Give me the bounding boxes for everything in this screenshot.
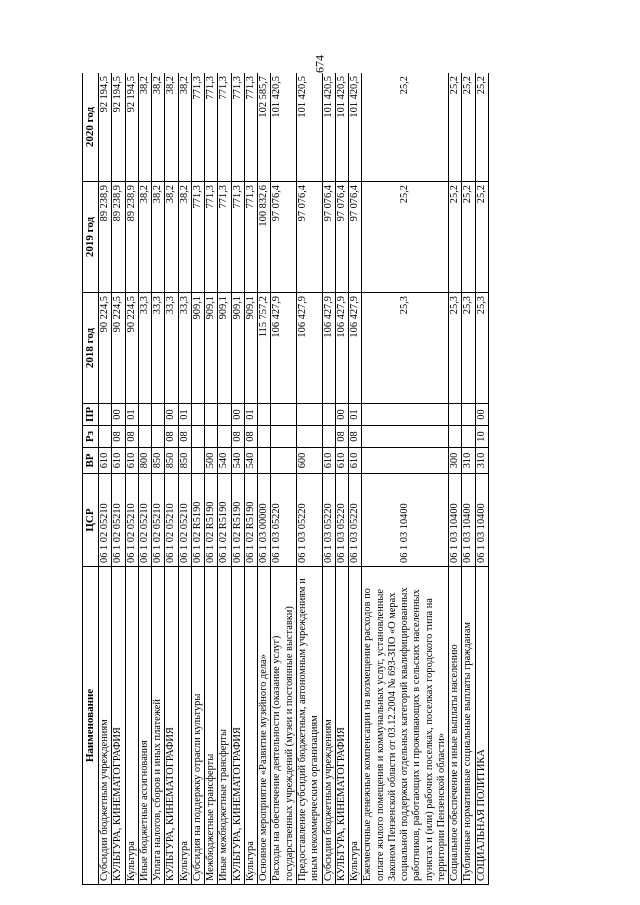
cell-rz	[205, 426, 218, 448]
table-row	[335, 73, 348, 885]
cell-csr: 06 1 02 05210	[112, 474, 125, 567]
cell-pr: 01	[244, 404, 257, 426]
cell-2018: 25,3	[449, 293, 462, 404]
cell-2020: 771,3	[231, 73, 244, 182]
cell-rz	[362, 426, 449, 448]
cell-pr	[191, 404, 204, 426]
cell-2018: 90 224,5	[112, 293, 125, 404]
cell-rz: 08	[349, 426, 362, 448]
cell-name: Культура	[125, 567, 138, 885]
cell-csr: 06 1 02 05210	[178, 474, 191, 567]
cell-vr	[271, 448, 297, 474]
cell-pr	[258, 404, 271, 426]
cell-2020: 771,3	[218, 73, 231, 182]
cell-rz	[258, 426, 271, 448]
cell-name: Культура	[244, 567, 257, 885]
cell-2018: 33,3	[152, 293, 165, 404]
cell-rz	[322, 426, 335, 448]
cell-vr: 540	[244, 448, 257, 474]
cell-csr: 06 1 02 05210	[152, 474, 165, 567]
header-2020: 2020 год	[83, 73, 99, 182]
cell-pr: 01	[349, 404, 362, 426]
table-row	[449, 73, 462, 885]
cell-name: Культура	[349, 567, 362, 885]
header-vr: ВР	[83, 448, 99, 474]
cell-2019: 97 076,4	[322, 182, 335, 293]
cell-pr	[152, 404, 165, 426]
cell-2020: 101 420,5	[322, 73, 335, 182]
cell-2020: 25,2	[449, 73, 462, 182]
cell-csr: 06 1 03 05220	[271, 474, 297, 567]
cell-name: Межбюджетные трансферты	[205, 567, 218, 885]
table-row	[205, 73, 218, 885]
cell-2019: 25,2	[362, 182, 449, 293]
table-row	[191, 73, 204, 885]
cell-vr: 500	[205, 448, 218, 474]
cell-name: Субсидия на поддержку отрасли культуры	[191, 567, 204, 885]
cell-2020: 771,3	[191, 73, 204, 182]
cell-name: Субсидии бюджетным учреждениям	[322, 567, 335, 885]
cell-2018: 115 757,2	[258, 293, 271, 404]
table-row	[462, 73, 475, 885]
cell-pr	[362, 404, 449, 426]
cell-2018: 106 427,9	[349, 293, 362, 404]
cell-vr: 300	[449, 448, 462, 474]
cell-rz	[218, 426, 231, 448]
cell-2018: 106 427,9	[335, 293, 348, 404]
cell-rz	[138, 426, 151, 448]
cell-name: Иные бюджетные ассигнования	[138, 567, 151, 885]
cell-2020: 101 420,5	[271, 73, 297, 182]
cell-2020: 38,2	[165, 73, 178, 182]
cell-rz: 08	[244, 426, 257, 448]
cell-2018: 90 224,5	[125, 293, 138, 404]
cell-2020: 101 420,5	[349, 73, 362, 182]
cell-2019: 771,3	[191, 182, 204, 293]
cell-2018: 90 224,5	[99, 293, 112, 404]
cell-2019: 89 238,9	[99, 182, 112, 293]
cell-csr: 06 1 03 10400	[362, 474, 449, 567]
cell-csr: 06 1 02 R5190	[191, 474, 204, 567]
cell-2019: 97 076,4	[296, 182, 322, 293]
cell-csr: 06 1 03 05220	[349, 474, 362, 567]
cell-csr: 06 1 03 10400	[449, 474, 462, 567]
table-row	[271, 73, 297, 885]
table-row	[244, 73, 257, 885]
cell-rz: 08	[125, 426, 138, 448]
rotated-table-container	[82, 73, 559, 885]
table-header-row	[83, 73, 99, 885]
cell-vr: 600	[296, 448, 322, 474]
cell-rz: 08	[335, 426, 348, 448]
cell-2018: 909,1	[231, 293, 244, 404]
cell-2020: 25,2	[475, 73, 488, 182]
table-row	[125, 73, 138, 885]
cell-csr: 06 1 03 10400	[462, 474, 475, 567]
cell-csr: 06 1 02 05210	[125, 474, 138, 567]
cell-vr: 850	[178, 448, 191, 474]
cell-vr: 800	[138, 448, 151, 474]
cell-pr	[218, 404, 231, 426]
cell-pr	[322, 404, 335, 426]
table-row	[138, 73, 151, 885]
cell-pr	[138, 404, 151, 426]
table-row	[218, 73, 231, 885]
cell-2019: 97 076,4	[271, 182, 297, 293]
cell-vr: 540	[231, 448, 244, 474]
cell-2019: 25,2	[462, 182, 475, 293]
cell-name: Культура	[178, 567, 191, 885]
cell-2020: 92 194,5	[125, 73, 138, 182]
cell-vr	[362, 448, 449, 474]
table-row	[165, 73, 178, 885]
cell-pr	[462, 404, 475, 426]
cell-2019: 89 238,9	[112, 182, 125, 293]
cell-pr: 00	[335, 404, 348, 426]
cell-csr: 06 1 02 R5190	[205, 474, 218, 567]
cell-2020: 38,2	[178, 73, 191, 182]
cell-2020: 25,2	[462, 73, 475, 182]
cell-pr	[99, 404, 112, 426]
cell-2018: 25,3	[475, 293, 488, 404]
header-2019: 2019 год	[83, 182, 99, 293]
cell-2019: 89 238,9	[125, 182, 138, 293]
cell-2020: 102 585,7	[258, 73, 271, 182]
cell-rz: 10	[475, 426, 488, 448]
cell-rz	[271, 426, 297, 448]
cell-2019: 25,2	[475, 182, 488, 293]
cell-csr: 06 1 02 05210	[138, 474, 151, 567]
cell-2018: 909,1	[218, 293, 231, 404]
cell-pr	[205, 404, 218, 426]
cell-2018: 106 427,9	[271, 293, 297, 404]
cell-2019: 38,2	[138, 182, 151, 293]
table-row	[178, 73, 191, 885]
header-rz: Рз	[83, 426, 99, 448]
cell-2019: 771,3	[205, 182, 218, 293]
cell-csr: 06 1 02 05210	[165, 474, 178, 567]
cell-2019: 38,2	[178, 182, 191, 293]
cell-2018: 106 427,9	[296, 293, 322, 404]
cell-csr: 06 1 03 00000	[258, 474, 271, 567]
cell-name: КУЛЬТУРА, КИНЕМАТОГРАФИЯ	[112, 567, 125, 885]
cell-2019: 38,2	[165, 182, 178, 293]
table-row	[349, 73, 362, 885]
cell-2018: 33,3	[138, 293, 151, 404]
cell-pr	[296, 404, 322, 426]
cell-csr: 06 1 03 05220	[335, 474, 348, 567]
cell-2019: 97 076,4	[349, 182, 362, 293]
cell-2018: 33,3	[178, 293, 191, 404]
cell-name: КУЛЬТУРА, КИНЕМАТОГРАФИЯ	[231, 567, 244, 885]
cell-vr: 610	[112, 448, 125, 474]
cell-pr: 00	[475, 404, 488, 426]
cell-name: Расходы на обеспечение деятельности (оказание услуг) государственных учреждений (музеи и постоянные выставки)	[271, 567, 297, 885]
header-name: Наименование	[83, 567, 99, 885]
cell-2019: 771,3	[231, 182, 244, 293]
cell-pr: 00	[165, 404, 178, 426]
cell-csr: 06 1 03 05220	[296, 474, 322, 567]
cell-pr	[271, 404, 297, 426]
header-pr: ПР	[83, 404, 99, 426]
cell-2018: 25,3	[462, 293, 475, 404]
cell-vr: 540	[218, 448, 231, 474]
cell-2019: 25,2	[449, 182, 462, 293]
rotated-page-content	[82, 73, 559, 885]
cell-pr: 01	[178, 404, 191, 426]
cell-name: Основное мероприятие «Развитие музейного дела»	[258, 567, 271, 885]
cell-2018: 909,1	[205, 293, 218, 404]
cell-2018: 909,1	[244, 293, 257, 404]
cell-2020: 92 194,5	[112, 73, 125, 182]
cell-2020: 92 194,5	[99, 73, 112, 182]
table-row	[99, 73, 112, 885]
cell-name: СОЦИАЛЬНАЯ ПОЛИТИКА	[475, 567, 488, 885]
cell-vr: 850	[165, 448, 178, 474]
cell-name: Социальное обеспечение и иные выплаты населению	[449, 567, 462, 885]
cell-name: Уплата налогов, сборов и иных платежей	[152, 567, 165, 885]
cell-rz	[99, 426, 112, 448]
table-row	[231, 73, 244, 885]
cell-csr: 06 1 03 05220	[322, 474, 335, 567]
table-row	[475, 73, 488, 885]
cell-2020: 771,3	[244, 73, 257, 182]
cell-rz	[449, 426, 462, 448]
table-row	[322, 73, 335, 885]
cell-2019: 771,3	[244, 182, 257, 293]
cell-csr: 06 1 02 R5190	[218, 474, 231, 567]
cell-vr	[258, 448, 271, 474]
cell-name: КУЛЬТУРА, КИНЕМАТОГРАФИЯ	[165, 567, 178, 885]
cell-pr: 00	[231, 404, 244, 426]
cell-name: Предоставление субсидий бюджетным, автономным учреждениям и иным некоммерческим организациям	[296, 567, 322, 885]
cell-csr: 06 1 02 R5190	[231, 474, 244, 567]
table-row	[112, 73, 125, 885]
cell-name: Ежемесячные денежные компенсации на возмещение расходов по оплате жилого помещения и коммунальных услуг, установленные Законом Пензенской области от 03.12.2004 № 693-ЗПО «О мерах социальной поддержки отдельных категорий квалифицированных работников, работающих и проживающих в сельских населенных пунктах и (или) рабочих поселках, поселках городского типа на территории Пензенской области»	[362, 567, 449, 885]
cell-name: Субсидии бюджетным учреждениям	[99, 567, 112, 885]
budget-table	[82, 73, 489, 885]
table-row	[296, 73, 322, 885]
page-number: 674	[312, 55, 327, 73]
cell-vr: 610	[322, 448, 335, 474]
cell-csr: 06 1 03 10400	[475, 474, 488, 567]
cell-2020: 38,2	[138, 73, 151, 182]
table-body	[99, 73, 489, 885]
cell-rz: 08	[231, 426, 244, 448]
cell-pr: 01	[125, 404, 138, 426]
cell-2018: 909,1	[191, 293, 204, 404]
cell-name: Иные межбюджетные трансферты	[218, 567, 231, 885]
cell-2020: 25,2	[362, 73, 449, 182]
cell-2019: 97 076,4	[335, 182, 348, 293]
cell-name: КУЛЬТУРА, КИНЕМАТОГРАФИЯ	[335, 567, 348, 885]
cell-rz	[462, 426, 475, 448]
cell-rz	[296, 426, 322, 448]
cell-vr: 610	[99, 448, 112, 474]
cell-rz: 08	[112, 426, 125, 448]
cell-vr: 850	[152, 448, 165, 474]
header-csr: ЦСР	[83, 474, 99, 567]
table-row	[258, 73, 271, 885]
cell-vr: 310	[462, 448, 475, 474]
cell-vr: 610	[335, 448, 348, 474]
table-row	[362, 73, 449, 885]
cell-pr: 00	[112, 404, 125, 426]
cell-rz	[152, 426, 165, 448]
cell-2020: 101 420,5	[335, 73, 348, 182]
cell-2018: 33,3	[165, 293, 178, 404]
cell-vr: 610	[349, 448, 362, 474]
cell-2020: 771,3	[205, 73, 218, 182]
cell-2020: 101 420,5	[296, 73, 322, 182]
cell-vr: 610	[125, 448, 138, 474]
header-2018: 2018 год	[83, 293, 99, 404]
cell-2019: 771,3	[218, 182, 231, 293]
cell-2020: 38,2	[152, 73, 165, 182]
cell-vr	[191, 448, 204, 474]
cell-pr	[449, 404, 462, 426]
cell-2018: 25,3	[362, 293, 449, 404]
cell-2019: 38,2	[152, 182, 165, 293]
cell-rz	[191, 426, 204, 448]
cell-csr: 06 1 02 05210	[99, 474, 112, 567]
table-row	[152, 73, 165, 885]
cell-csr: 06 1 02 R5190	[244, 474, 257, 567]
cell-vr: 310	[475, 448, 488, 474]
cell-name: Публичные нормативные социальные выплаты гражданам	[462, 567, 475, 885]
cell-rz: 08	[178, 426, 191, 448]
cell-rz: 08	[165, 426, 178, 448]
cell-2018: 106 427,9	[322, 293, 335, 404]
cell-2019: 100 832,6	[258, 182, 271, 293]
